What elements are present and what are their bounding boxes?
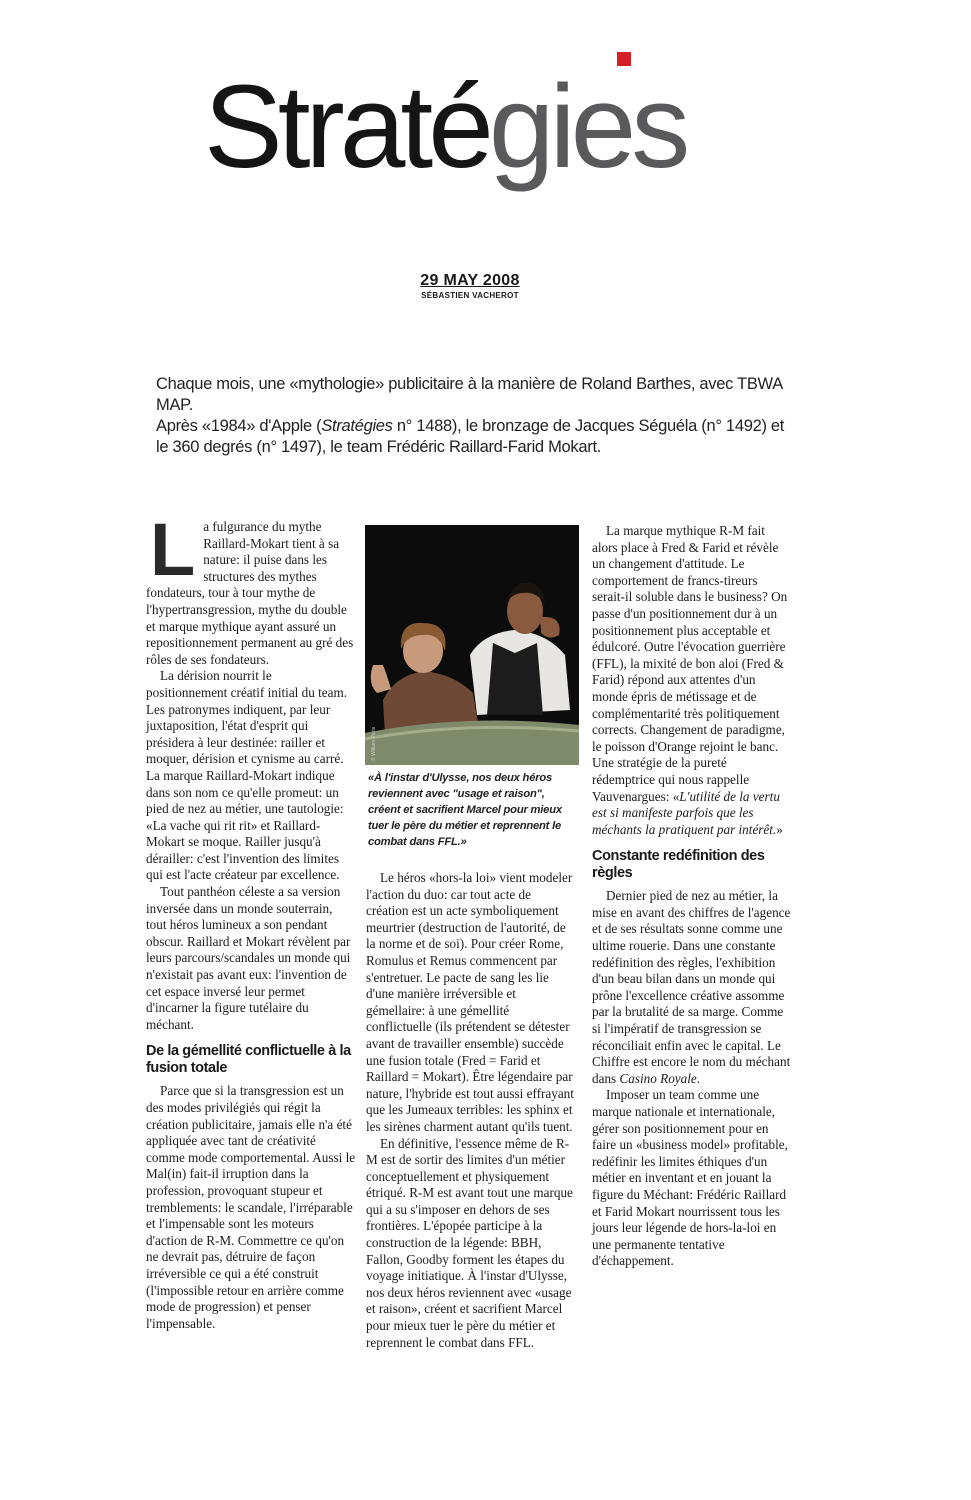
photo-credit: © William Paris [371, 727, 377, 761]
photo-caption: «À l'instar d'Ulysse, nos deux héros reviennent avec "usage et raison", créent et sacrifient Marcel pour mieux tuer le père du métier et reprennent le combat dans FFL.» [368, 772, 562, 848]
masthead-title-grey: gies [488, 61, 686, 193]
sentence-end: . [696, 1070, 701, 1086]
masthead-logo [204, 40, 764, 210]
paragraph: Le héros «hors-la loi» vient modeler l'action du duo: car tout acte de création est un acte symboliquement meurtrier (destruction de l'autorité, de la norme et de soi). Pour créer Rome, Romulus et Remus commencent par s'entretuer. Le pacte de sang les lie d'une manière irréversible et gémellaire: à une gémellité conflictuelle (ils prétendent se détester avant de travailler ensemble) succède une fusion totale (Fred = Farid et Raillard = Mokart). Être légendaire par nature, l'hybride est tout aussi effrayant que les Jumeaux terribles: les sphinx et les sirènes charment autant qu'ils tuent. [366, 870, 574, 1134]
paragraph-text: a fulgurance du mythe Raillard-Mokart tient à sa nature: il puise dans les structures des mythes fondateurs, tour à tour mythe de l'hypertransgression, mythe du double et marque mythique ayant assuré un repositionnement permanent au gré des rôles de ses fondateurs. [146, 519, 354, 667]
paragraph: Imposer un team comme une marque nationale et internationale, gérer son positionnement pour en faire un «business model» profitable, redéfinir les limites éthiques d'un métier en inventant et en jouant la figure du Méchant: Frédéric Raillard et Farid Mokart nourrissent tous les jours leur légende de hors-la-loi en une permanente tentative d'échappement. [592, 1087, 788, 1269]
article-column-1 [146, 508, 356, 1332]
vauvenargues-quote: L'utilité de la vertu est si manifeste parfois que les méchants la pratiquent par intérêt. [592, 788, 780, 837]
dateline [380, 272, 560, 300]
paragraph: En définitive, l'essence même de R-M est de sortir des limites d'un métier conceptuellement et physiquement étriqué. R-M est avant tout une marque qui a su s'imposer en dehors de ses frontières. L'épopée participe à la construction de la légende: BBH, Fallon, Goodby forment les étapes du voyage initiatique. À l'instar d'Ulysse, nos deux héros reviennent avec «usage et raison», créent et sacrifient Marcel pour mieux tuer le père du métier et reprennent le combat dans FFL. [366, 1135, 573, 1350]
photo-illustration [365, 525, 579, 765]
photo-credit-box [368, 700, 378, 764]
standfirst-magazine-name: Stratégies [321, 417, 393, 435]
paragraph: Parce que si la transgression est un des modes privilégiés qui régit la création publicitaire, jamais elle n'a été appliquée avec tant de créativité comme mode comportemental. Aussi le Mal(in) fait-il irruption dans la profession, provoquant stupeur et tremblements: le scandale, l'irréparable et l'impensable sont les moteurs d'action de R-M. Commettre ce qu'on ne devrait pas, détruire de façon irréversible ce qui a été construit (l'impossible retour en arrière comme mode de progression) et penser l'impensable. [146, 1083, 356, 1331]
section-subheading: Constante redéfinition des règles [592, 848, 765, 882]
masthead-title-dark: Straté [204, 61, 489, 193]
article-column-2 [366, 870, 574, 1351]
paragraph [592, 523, 792, 838]
paragraph-text: Dernier pied de nez au métier, la mise en avant des chiffres de l'agence et de ses résultats sonne comme une ultime rouerie. Dans une constante redéfinition des règles, l'exhibition d'un beau bilan dans un monde qui prône l'excellence créative assomme par la brutalité de sa marge. Comme si l'impératif de transgression se réconciliait enfin avec le capital. Le Chiffre est encore le nom du méchant dans [592, 888, 791, 1086]
paragraph [592, 888, 792, 1087]
standfirst-line-2-b: n° 1488), le bronzage de Jacques Séguéla (n° 1492) et [392, 417, 785, 435]
film-title: Casino Royale [619, 1070, 697, 1086]
quote-close: » [776, 821, 783, 837]
section-subheading: De la gémellité conflictuelle à la fusion totale [146, 1043, 351, 1077]
standfirst-line-3: le 360 degrés (n° 1497), le team Frédéric Raillard-Farid Mokart. [156, 438, 602, 456]
standfirst [156, 374, 816, 458]
standfirst-line-2 [156, 416, 816, 437]
article-photo [365, 525, 579, 765]
masthead-wordmark [204, 61, 686, 193]
publication-date: 29 MAY 2008 [420, 272, 520, 289]
drop-cap: L [150, 508, 196, 591]
paragraph: La dérision nourrit le positionnement créatif initial du team. Les patronymes indiquent, par leur juxtaposition, l'état d'esprit qui présidera à leur destinée: railler et moquer, dérision et cynisme au carré. La marque Raillard-Mokart indique dans son nom ce qu'elle promeut: un pied de nez au métier, une tautologie: «La vache qui rit rit» et Raillard-Mokart se moque. Railler jusqu'à dérailler: c'est l'invention des limites qui est l'acte créateur par excellence. [146, 668, 348, 883]
standfirst-line-2-a: Après «1984» d'Apple ( [156, 417, 322, 435]
paragraph [146, 508, 356, 668]
paragraph-text: La marque mythique R-M fait alors place à Fred & Farid et révèle un changement d'attitude. Le comportement de francs-tireurs serait-il soluble dans le business? On passe d'un positionnement dur à un positionnement plus acceptable et édulcoré. Outre l'évocation guerrière (FFL), la mixité de bon aloi (Fred & Farid) répond aux attentes d'un monde épris de métissage et de complémentarité très politiquement corrects. Changement de paradigme, le poisson d'Orange rejoint le banc. Une stratégie de la pureté rédemptrice qui nous rappelle Vauvenargues: « [592, 523, 788, 804]
standfirst-line-1: Chaque mois, une «mythologie» publicitaire à la manière de Roland Barthes, avec TBWA MAP. [156, 375, 782, 414]
article-column-3 [592, 523, 792, 1270]
author-byline: SÉBASTIEN VACHEROT [421, 291, 519, 300]
paragraph: Tout panthéon céleste a sa version inversée dans un monde souterrain, tout héros lumineux a son pendant obscur. Raillard et Mokart révèlent par leurs parcours/scandales un monde qui n'existait pas avant eux: l'invention de cet espace inversé leur permet d'incarner la figure tutélaire du méchant. [146, 884, 351, 1032]
